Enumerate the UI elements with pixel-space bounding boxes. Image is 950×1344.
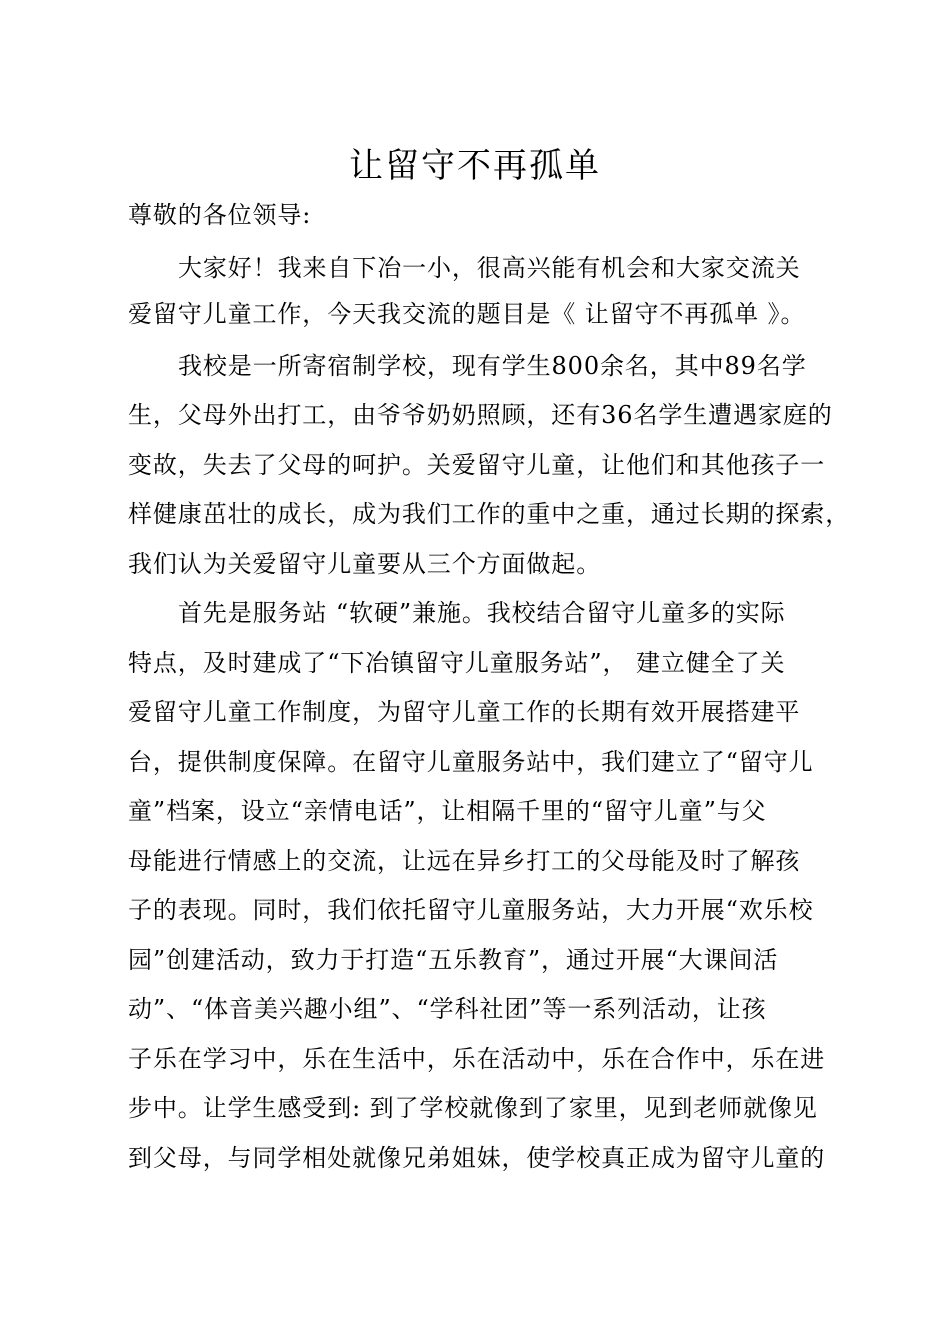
paragraph-line: 生，父母外出打工，由爷爷奶奶照顾，还有36名学生遭遇家庭的: [128, 401, 833, 429]
paragraph-line: 我们认为关爱留守儿童要从三个方面做起。: [128, 550, 602, 578]
salutation: 尊敬的各位领导:: [128, 201, 312, 229]
paragraph-line: 爱留守儿童工作制度，为留守儿童工作的长期有效开展搭建平: [128, 698, 801, 726]
paragraph-line: 园”创建活动，致力于打造“五乐教育”，通过开展“大课间活: [128, 946, 779, 974]
document-title: 让留守不再孤单: [349, 146, 601, 186]
paragraph-line: 子的表现。同时，我们依托留守儿童服务站，大力开展“欢乐校: [128, 896, 814, 924]
paragraph-line: 台，提供制度保障。在留守儿童服务站中，我们建立了“留守儿: [128, 748, 814, 776]
paragraph-line: 到父母，与同学相处就像兄弟姐妹，使学校真正成为留守儿童的: [128, 1144, 826, 1172]
paragraph-line: 母能进行情感上的交流，让远在异乡打工的父母能及时了解孩: [128, 847, 801, 875]
paragraph-line: 步中。让学生感受到: 到了学校就像到了家里，见到老师就像见: [128, 1094, 818, 1122]
paragraph-line: 动”、“体音美兴趣小组”、“学科社团”等一系列活动，让孩: [128, 995, 767, 1023]
paragraph-line: 子乐在学习中，乐在生活中，乐在活动中，乐在合作中，乐在进: [128, 1045, 826, 1073]
paragraph-line: 首先是服务站 “软硬”兼施。我校结合留守儿童多的实际: [178, 599, 786, 627]
paragraph-line: 特点，及时建成了“下冶镇留守儿童服务站”， 建立健全了关: [128, 649, 786, 677]
paragraph-line: 大家好！我来自下冶一小，很高兴能有机会和大家交流关: [178, 254, 801, 282]
paragraph-line: 变故，失去了父母的呵护。关爱留守儿童，让他们和其他孩子一: [128, 451, 826, 479]
paragraph-line: 样健康茁壮的成长，成为我们工作的重中之重，通过长期的探索，: [128, 500, 851, 528]
paragraph-line: 童”档案，设立“亲情电话”，让相隔千里的“留守儿童”与父: [128, 797, 767, 825]
paragraph-line: 我校是一所寄宿制学校，现有学生800余名，其中89名学: [178, 352, 807, 380]
paragraph-line: 爱留守儿童工作，今天我交流的题目是《 让留守不再孤单 》。: [128, 300, 806, 328]
